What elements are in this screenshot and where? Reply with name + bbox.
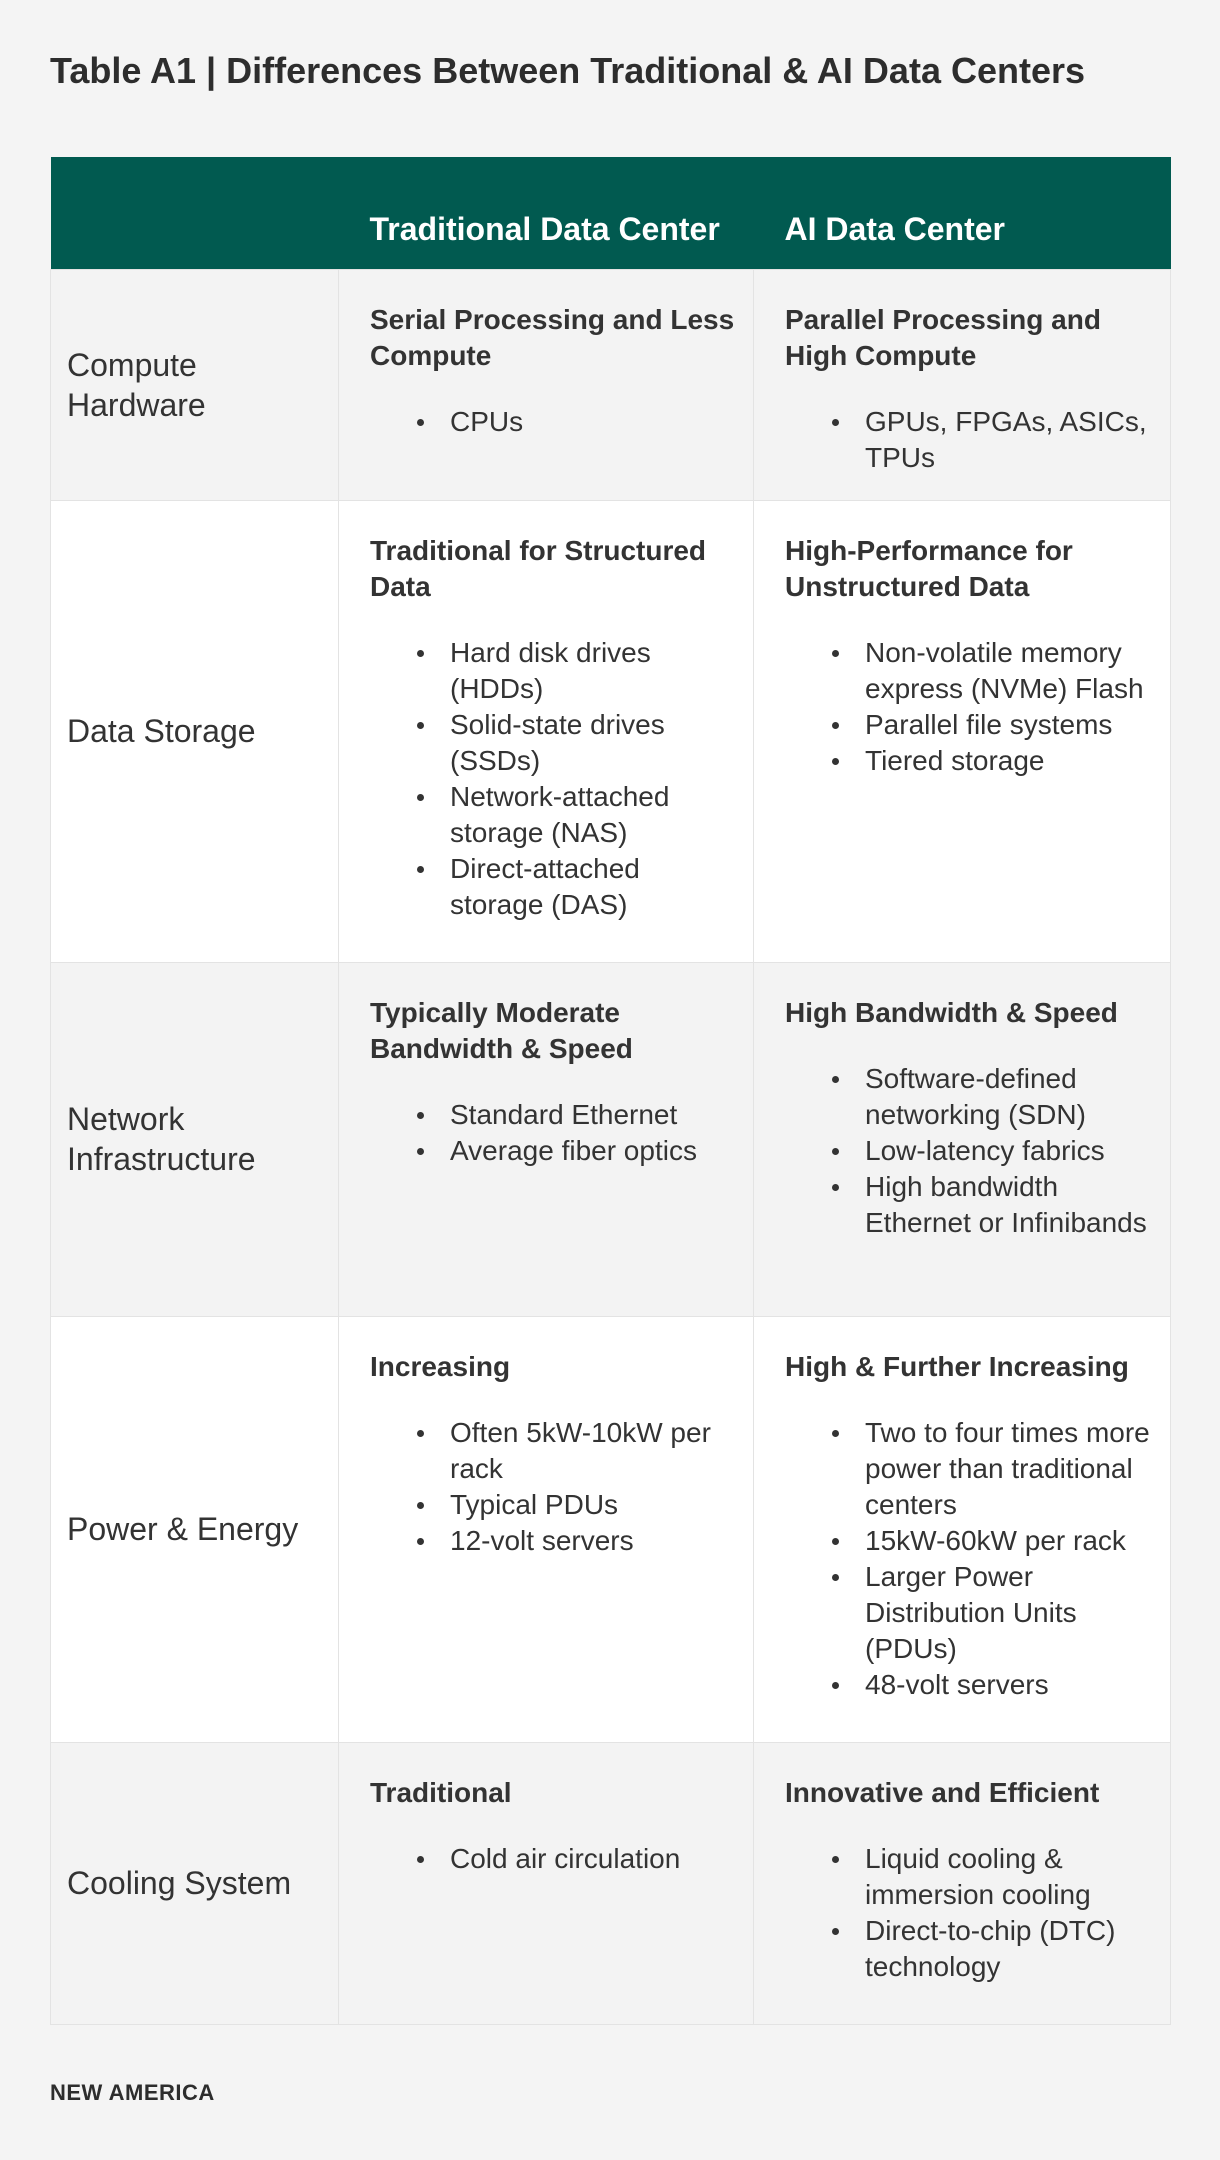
table-header <box>51 157 1171 269</box>
list-item: Hard disk drives (HDDs) <box>450 635 737 707</box>
traditional-cell <box>339 1742 754 2024</box>
comparison-table <box>50 157 1171 2025</box>
traditional-cell <box>339 962 754 1316</box>
cell-heading: High & Further Increasing <box>785 1350 1129 1382</box>
table-body <box>51 269 1171 2024</box>
cell-heading: Serial Processing and Less Compute <box>370 303 735 371</box>
ai-cell <box>754 1316 1171 1742</box>
cell-list <box>370 1841 737 1877</box>
list-item: Non-volatile memory express (NVMe) Flash <box>865 635 1154 707</box>
cell-heading: High-Performance for Unstructured Data <box>785 534 1073 602</box>
ai-cell <box>754 500 1171 962</box>
list-item: 12-volt servers <box>450 1523 737 1559</box>
comparison-table-container <box>50 157 1170 2025</box>
traditional-cell <box>339 500 754 962</box>
cell-list <box>785 1415 1154 1703</box>
list-item: Low-latency fabrics <box>865 1133 1154 1169</box>
cell-list <box>370 1415 737 1559</box>
cell-list <box>370 1097 737 1169</box>
brand-footer: NEW AMERICA <box>50 2080 215 2105</box>
list-item: Direct-to-chip (DTC) technology <box>865 1913 1154 1985</box>
ai-cell <box>754 962 1171 1316</box>
header-ai: AI Data Center <box>754 157 1171 269</box>
list-item: Often 5kW-10kW per rack <box>450 1415 737 1487</box>
list-item: Average fiber optics <box>450 1133 737 1169</box>
table-row <box>51 1742 1171 2024</box>
table-row <box>51 1316 1171 1742</box>
cell-heading: Parallel Processing and High Compute <box>785 303 1101 371</box>
table-row <box>51 962 1171 1316</box>
row-label: Data Storage <box>51 500 339 962</box>
header-empty-cell <box>51 157 339 269</box>
list-item: Tiered storage <box>865 743 1154 779</box>
ai-cell <box>754 269 1171 500</box>
cell-list <box>370 404 737 440</box>
cell-heading: Traditional <box>370 1776 512 1808</box>
list-item: Typical PDUs <box>450 1487 737 1523</box>
list-item: Standard Ethernet <box>450 1097 737 1133</box>
list-item: Solid-state drives (SSDs) <box>450 707 737 779</box>
row-label: Cooling System <box>51 1742 339 2024</box>
list-item: Parallel file systems <box>865 707 1154 743</box>
cell-list <box>785 1061 1154 1241</box>
list-item: Software-defined networking (SDN) <box>865 1061 1154 1133</box>
cell-list <box>785 635 1154 779</box>
list-item: Direct-attached storage (DAS) <box>450 851 737 923</box>
page-title: Table A1 | Differences Between Traditional & AI Data Centers <box>50 50 1086 91</box>
cell-list <box>370 635 737 923</box>
cell-list <box>785 404 1154 476</box>
traditional-cell <box>339 269 754 500</box>
list-item: Network-attached storage (NAS) <box>450 779 737 851</box>
row-label: Network Infrastructure <box>51 962 339 1316</box>
list-item: 15kW-60kW per rack <box>865 1523 1154 1559</box>
list-item: CPUs <box>450 404 737 440</box>
list-item: 48-volt servers <box>865 1667 1154 1703</box>
cell-heading: Traditional for Structured Data <box>370 534 707 602</box>
row-label: Power & Energy <box>51 1316 339 1742</box>
list-item: Larger Power Distribution Units (PDUs) <box>865 1559 1154 1667</box>
traditional-cell <box>339 1316 754 1742</box>
list-item: GPUs, FPGAs, ASICs, TPUs <box>865 404 1154 476</box>
list-item: Cold air circulation <box>450 1841 737 1877</box>
row-label: Compute Hardware <box>51 269 339 500</box>
cell-heading: High Bandwidth & Speed <box>785 996 1118 1028</box>
list-item: Liquid cooling & immersion cooling <box>865 1841 1154 1913</box>
cell-heading: Increasing <box>370 1350 511 1382</box>
ai-cell <box>754 1742 1171 2024</box>
cell-heading: Typically Moderate Bandwidth & Speed <box>370 996 633 1064</box>
table-row <box>51 500 1171 962</box>
cell-heading: Innovative and Efficient <box>785 1776 1100 1808</box>
cell-list <box>785 1841 1154 1985</box>
header-traditional: Traditional Data Center <box>339 157 754 269</box>
list-item: Two to four times more power than traditional centers <box>865 1415 1154 1523</box>
table-row <box>51 269 1171 500</box>
header-row <box>51 157 1171 269</box>
list-item: High bandwidth Ethernet or Infinibands <box>865 1169 1154 1241</box>
